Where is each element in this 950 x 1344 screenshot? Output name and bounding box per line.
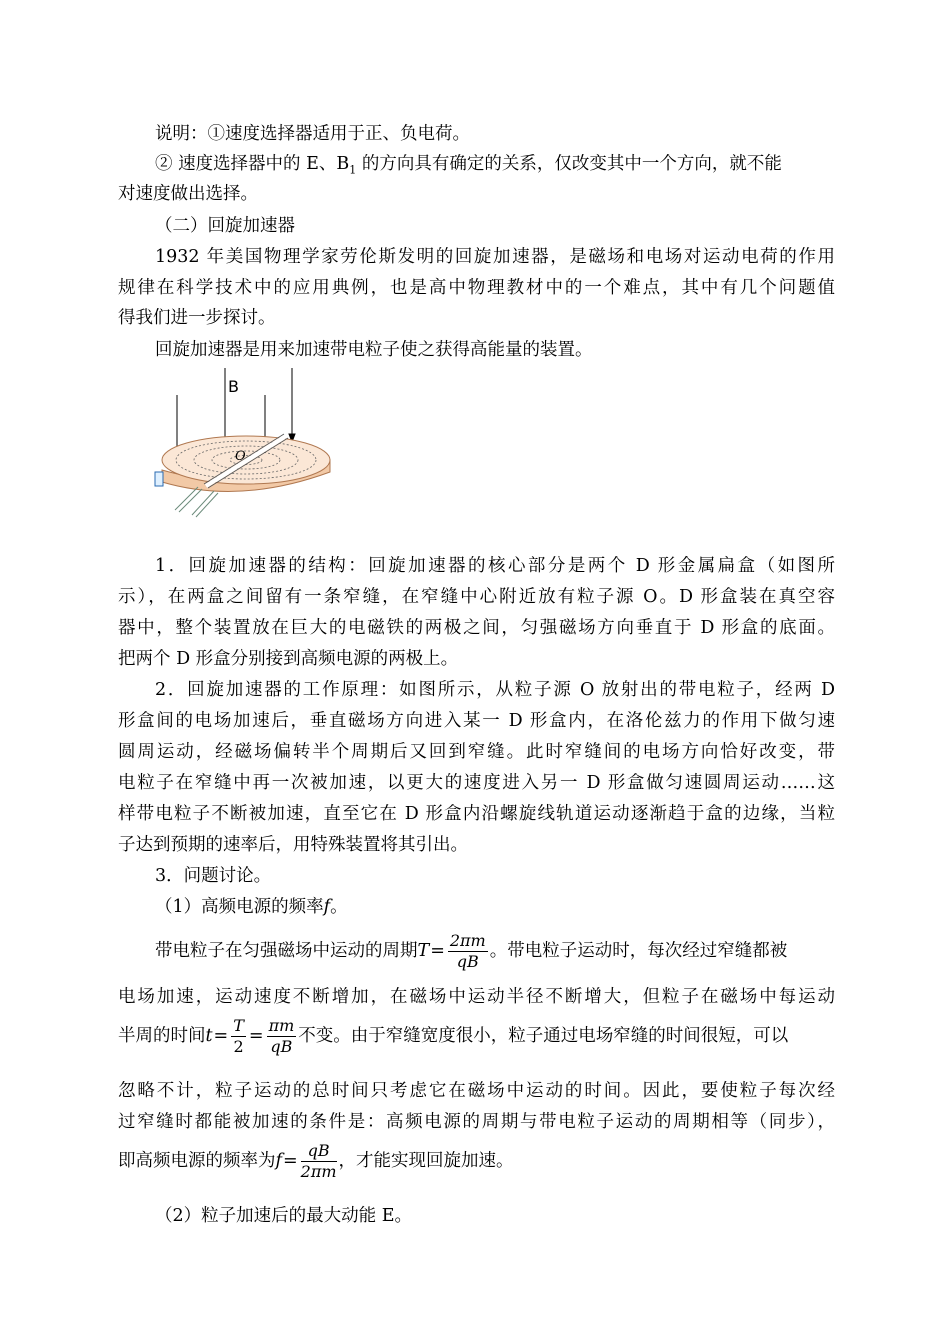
fraction-t-2 <box>231 1016 246 1057</box>
numerator: πm <box>268 1016 295 1035</box>
subsection-1-end: 。 <box>330 897 348 917</box>
frequency-formula-line <box>118 1138 514 1184</box>
period-text-a: 带电粒子在匀强磁场中运动的周期 <box>155 941 418 961</box>
note-line-2-b: 的方向具有确定的关系，仅改变其中一个方向，就不能 <box>356 154 782 174</box>
equals-sign: = <box>248 1026 264 1046</box>
var-f: f <box>323 897 331 917</box>
denominator: qB <box>456 952 479 971</box>
freq-text-b: ，才能实现回旋加速。 <box>338 1151 514 1171</box>
discussion-line-2: 电场加速，运动速度不断增加，在磁场中运动半径不断增大，但粒子在磁场中每运动 <box>118 987 835 1007</box>
label-b: B <box>228 377 239 396</box>
equals-sign: = <box>213 1026 229 1046</box>
freq-text-a: 即高频电源的频率为 <box>118 1151 276 1171</box>
var-t-period: T <box>417 941 430 961</box>
discussion-line-5: 过窄缝时都能被加速的条件是：高频电源的周期与带电粒子运动的周期相等（同步）， <box>118 1112 835 1132</box>
subsection-1-text: （1）高频电源的频率 <box>155 897 324 917</box>
denominator: 2πm <box>300 1162 337 1181</box>
structure-line-4: 把两个 D 形盒分别接到高频电源的两极上。 <box>118 649 459 669</box>
intro-line-2: 规律在科学技术中的应用典例，也是高中物理教材中的一个难点，其中有几个问题值 <box>118 278 835 298</box>
discussion-title: 3．问题讨论。 <box>155 866 272 886</box>
fraction-2pim-qb <box>448 931 488 972</box>
equals-sign: = <box>282 1151 298 1171</box>
subsection-1 <box>155 895 348 919</box>
principle-line-3: 圆周运动，经磁场偏转半个周期后又回到窄缝。此时窄缝间的电场方向恰好改变，带 <box>118 742 835 762</box>
principle-line-1: 2．回旋加速器的工作原理：如图所示，从粒子源 O 放射出的带电粒子，经两 D <box>155 680 835 700</box>
note-line-2 <box>155 152 782 183</box>
note-line-1: 说明：①速度选择器适用于正、负电荷。 <box>155 124 470 144</box>
period-formula-line <box>155 928 787 974</box>
cyclotron-figure <box>150 360 340 520</box>
source-box <box>155 472 163 486</box>
fraction-qb-2pim <box>301 1141 337 1182</box>
principle-line-5: 样带电粒子不断被加速，直至它在 D 形盒内沿螺旋线轨道运动逐渐趋于盒的边缘，当粒 <box>118 804 835 824</box>
section-title: （二）回旋加速器 <box>155 216 295 236</box>
denominator: qB <box>270 1037 293 1056</box>
numerator: T <box>233 1016 244 1035</box>
half-period-formula-line <box>118 1013 835 1059</box>
structure-line-2: 示），在两盒之间留有一条窄缝，在窄缝中心附近放有粒子源 O。D 形盒装在真空容 <box>118 587 835 607</box>
structure-line-1: 1．回旋加速器的结构：回旋加速器的核心部分是两个 D 形金属扁盒（如图所 <box>155 556 835 576</box>
principle-line-4: 电粒子在窄缝中再一次被加速，以更大的速度进入另一 D 形盒做匀速圆周运动……这 <box>118 773 835 793</box>
numerator: 2πm <box>449 931 486 950</box>
numerator: qB <box>301 1141 337 1162</box>
note-line-2-a: ② 速度选择器中的 E、B <box>155 154 350 174</box>
equals-sign: = <box>430 941 445 961</box>
intro-line-3: 得我们进一步探讨。 <box>118 308 276 328</box>
lead-wire <box>192 491 214 515</box>
period-text-b: 。带电粒子运动时，每次经过窄缝都被 <box>489 941 788 961</box>
discussion-line-4: 忽略不计，粒子运动的总时间只考虑它在磁场中运动的时间。因此，要使粒子每次经 <box>118 1081 835 1101</box>
var-f: f <box>275 1151 282 1171</box>
principle-line-6: 子达到预期的速率后，用特殊装置将其引出。 <box>118 835 468 855</box>
var-t-time: t <box>205 1026 213 1046</box>
principle-line-2: 形盒间的电场加速后，垂直磁场方向进入某一 D 形盒内，在洛伦兹力的作用下做匀速 <box>118 711 835 731</box>
intro-line-4: 回旋加速器是用来加速带电粒子使之获得高能量的装置。 <box>155 340 593 360</box>
lead-wire <box>175 487 198 510</box>
label-o: O <box>235 449 246 464</box>
denominator: 2 <box>233 1037 244 1056</box>
half-text-a: 半周的时间 <box>118 1026 206 1046</box>
note-line-3: 对速度做出选择。 <box>118 184 258 204</box>
subsection-2: （2）粒子加速后的最大动能 E。 <box>155 1206 412 1226</box>
lead-wire <box>196 493 218 517</box>
fraction-pim-qb <box>267 1016 297 1057</box>
intro-line-1: 1932 年美国物理学家劳伦斯发明的回旋加速器，是磁场和电场对运动电荷的作用 <box>155 247 835 267</box>
structure-line-3: 器中，整个装置放在巨大的电磁铁的两极之间，匀强磁场方向垂直于 D 形盒的底面。 <box>118 618 835 638</box>
b1-subscript: 1 <box>349 163 357 177</box>
half-text-b: 不变。由于窄缝宽度很小，粒子通过电场窄缝的时间很短，可以 <box>298 1026 789 1046</box>
